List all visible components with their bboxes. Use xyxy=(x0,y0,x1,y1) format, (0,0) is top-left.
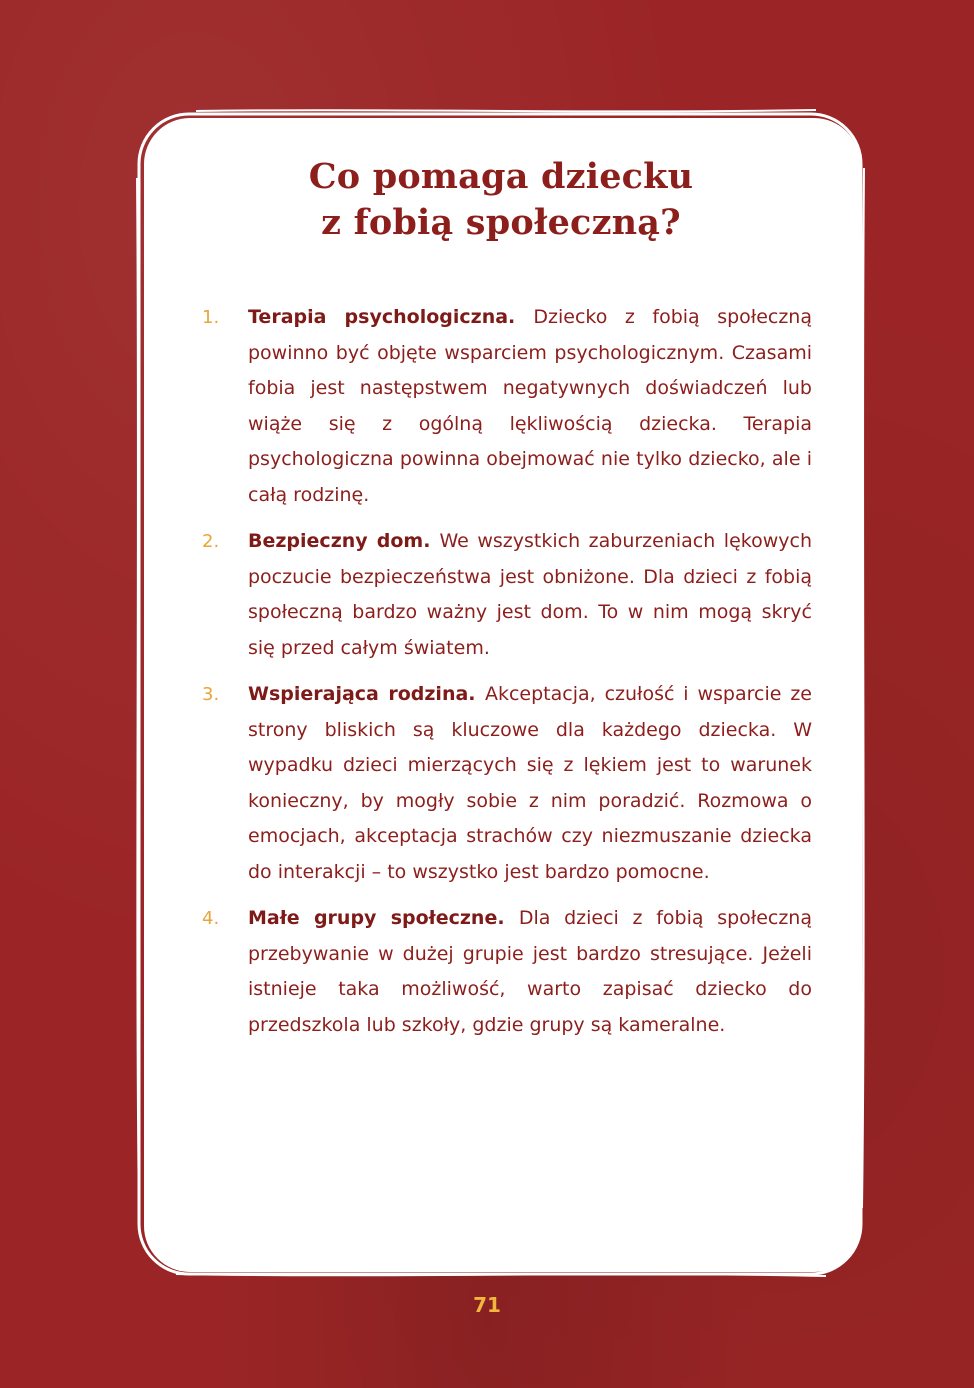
list-item-number: 4. xyxy=(202,908,220,929)
list-item xyxy=(202,300,812,513)
list-item xyxy=(202,901,812,1043)
title-line-2: z fobią społeczną? xyxy=(321,202,681,243)
list-item-number: 3. xyxy=(202,684,220,705)
list-item-text: Dziecko z fobią społeczną powinno być objęte wsparciem psychologicznym. Czasami fobia jest następstwem negatywnych doświadczeń lub wiąże się z ogólną lękliwością dziecka. Terapia psychologiczna powinna obejmować nie tylko dziecko, ale i całą rodzinę. xyxy=(248,306,812,506)
list-item-heading: Małe grupy społeczne. xyxy=(248,907,519,929)
page-number: 71 xyxy=(473,1293,501,1317)
list-item-text: Akceptacja, czułość i wsparcie ze strony bliskich są kluczowe dla każdego dziecka. W wypadku dzieci mierzących się z lękiem jest to warunek konieczny, by mogły sobie z nim poradzić. Rozmowa o emocjach, akceptacja strachów czy niezmuszanie dziecka do interakcji – to wszystko jest bardzo pomocne. xyxy=(248,683,812,883)
list-item-heading: Bezpieczny dom. xyxy=(248,530,440,552)
list-item xyxy=(202,524,812,666)
list-item xyxy=(202,677,812,890)
list-item-text: We wszystkich zaburzeniach lękowych poczucie bezpieczeństwa jest obniżone. Dla dzieci z fobią społeczną bardzo ważny jest dom. To w nim mogą skryć się przed całym światem. xyxy=(248,530,812,659)
card-content xyxy=(136,108,866,1280)
list-item-number: 1. xyxy=(202,307,220,328)
tips-list xyxy=(202,300,812,1054)
list-item-text: Dla dzieci z fobią społeczną przebywanie w dużej grupie jest bardzo stresujące. Jeżeli istnieje taka możliwość, warto zapisać dziecko do przedszkola lub szkoły, gdzie grupy są kameralne. xyxy=(248,907,812,1036)
title-line-1: Co pomaga dziecku xyxy=(308,156,694,197)
list-item-heading: Terapia psychologiczna. xyxy=(248,306,534,328)
content-card xyxy=(136,108,866,1280)
list-item-heading: Wspierająca rodzina. xyxy=(248,683,485,705)
page-title xyxy=(136,154,866,246)
list-item-number: 2. xyxy=(202,531,220,552)
